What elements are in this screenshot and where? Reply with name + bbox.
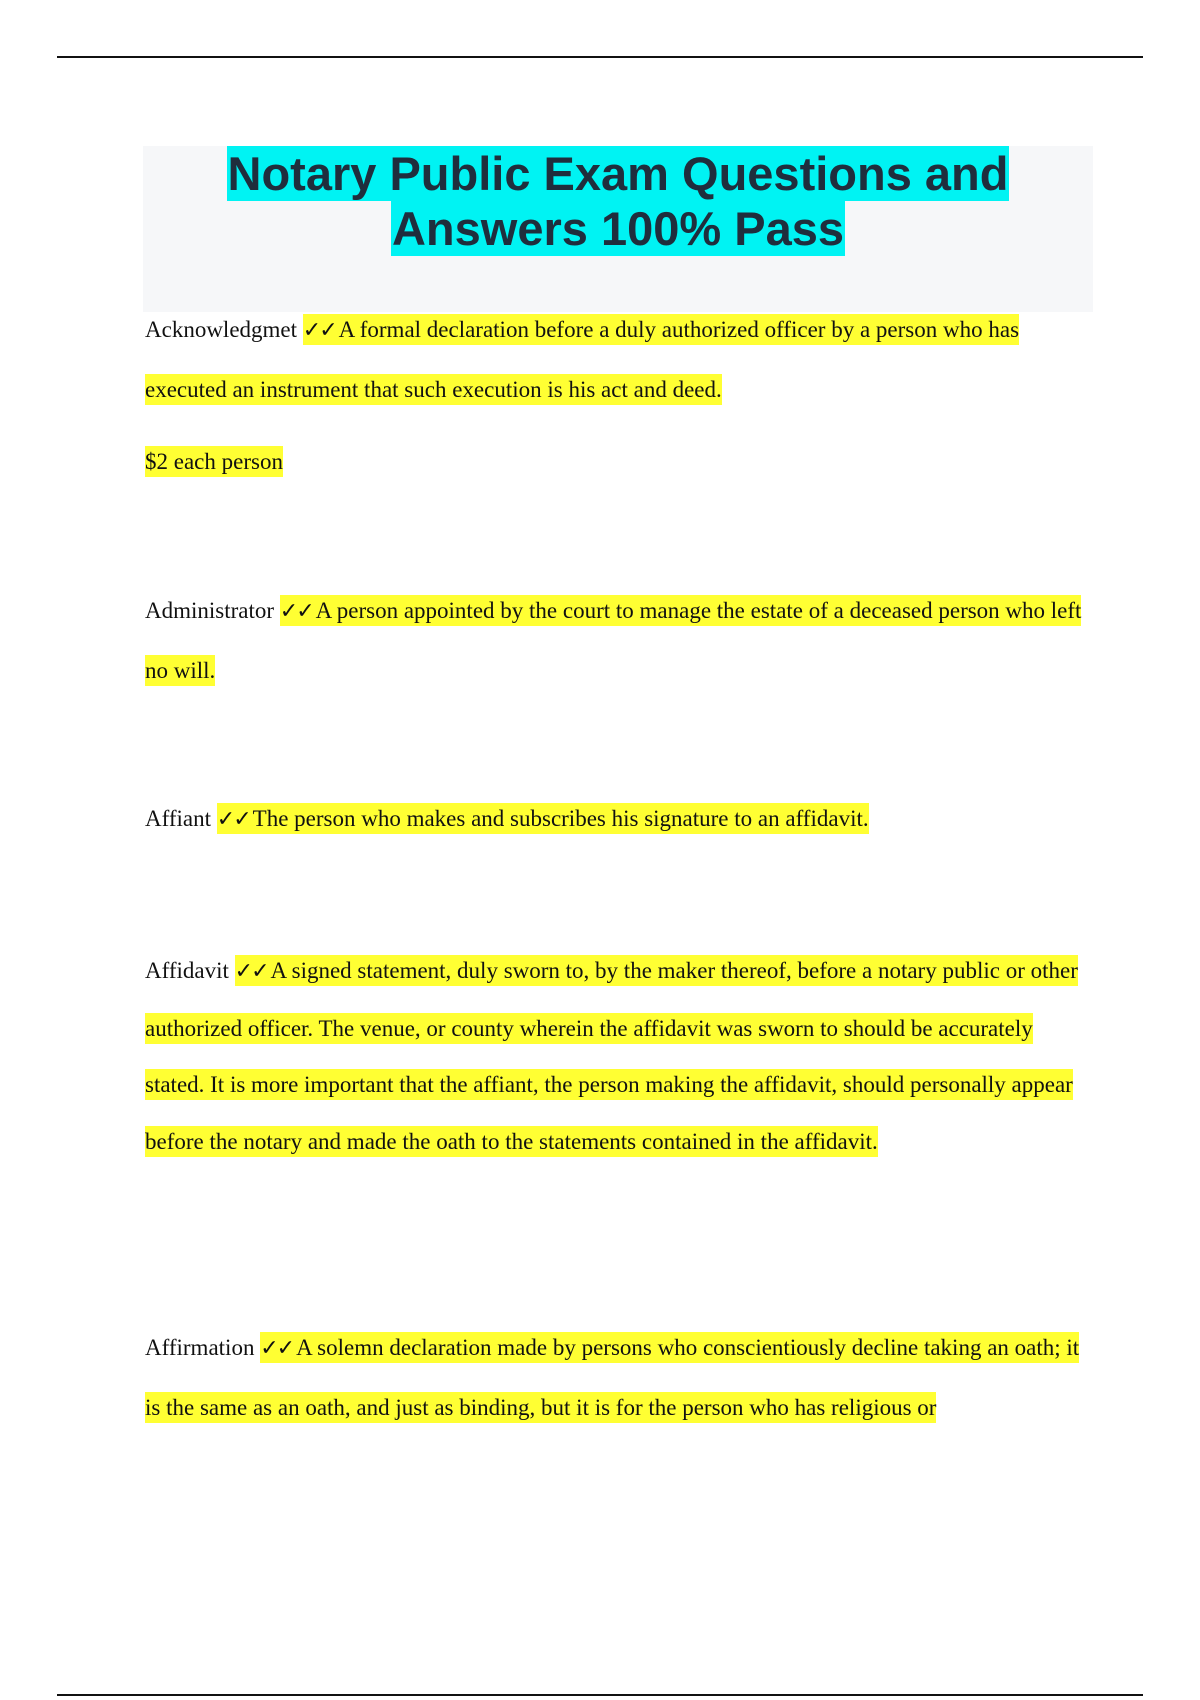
entry-term: Affidavit bbox=[145, 958, 229, 983]
entry-affiant bbox=[145, 789, 1085, 849]
note-text: $2 each person bbox=[145, 446, 283, 477]
entry-term: Affiant bbox=[145, 806, 212, 831]
double-check-icon: ✓✓ bbox=[279, 599, 313, 624]
double-check-icon: ✓✓ bbox=[260, 1336, 294, 1361]
entry-term: Administrator bbox=[145, 598, 275, 623]
entry-acknowledgment bbox=[145, 300, 1085, 419]
entry-note bbox=[145, 447, 283, 477]
entry-definition: A signed statement, duly sworn to, by the maker thereof, before a notary public or other authorized officer. The venue, or county wherein the affidavit was sworn to should be accurately stated. It is more important that the affiant, the person making the affidavit, should personally appear before the notary and made the oath to the statements contained in the affidavit. bbox=[145, 958, 1078, 1154]
entry-administrator bbox=[145, 581, 1085, 700]
page-title bbox=[227, 146, 1010, 256]
title-line-1: Notary Public Exam Questions and bbox=[227, 147, 1009, 200]
entry-definition: A solemn declaration made by persons who conscientiously decline taking an oath; it is the same as an oath, and just as binding, but it is for the person who has religious or bbox=[145, 1335, 1080, 1420]
header-rule bbox=[57, 56, 1143, 58]
entry-answer bbox=[145, 1332, 1079, 1423]
double-check-icon: ✓✓ bbox=[216, 807, 250, 832]
entry-answer bbox=[217, 803, 869, 834]
title-block bbox=[143, 146, 1093, 312]
title-line-2: Answers 100% Pass bbox=[391, 202, 844, 255]
entry-term: Acknowledgmet bbox=[145, 317, 298, 342]
entry-answer bbox=[145, 955, 1078, 1157]
entry-affirmation bbox=[145, 1318, 1085, 1437]
entry-affidavit bbox=[145, 943, 1085, 1170]
footer-rule bbox=[57, 1694, 1143, 1696]
entry-term: Affirmation bbox=[145, 1335, 255, 1360]
double-check-icon: ✓✓ bbox=[234, 959, 268, 984]
entry-definition: A formal declaration before a duly authorized officer by a person who has executed an instrument that such execution is his act and deed. bbox=[145, 317, 1020, 402]
double-check-icon: ✓✓ bbox=[302, 318, 336, 343]
entry-definition: The person who makes and subscribes his signature to an affidavit. bbox=[252, 806, 869, 831]
entry-definition: A person appointed by the court to manage the estate of a deceased person who left no will. bbox=[145, 598, 1082, 683]
entry-answer bbox=[145, 595, 1081, 686]
